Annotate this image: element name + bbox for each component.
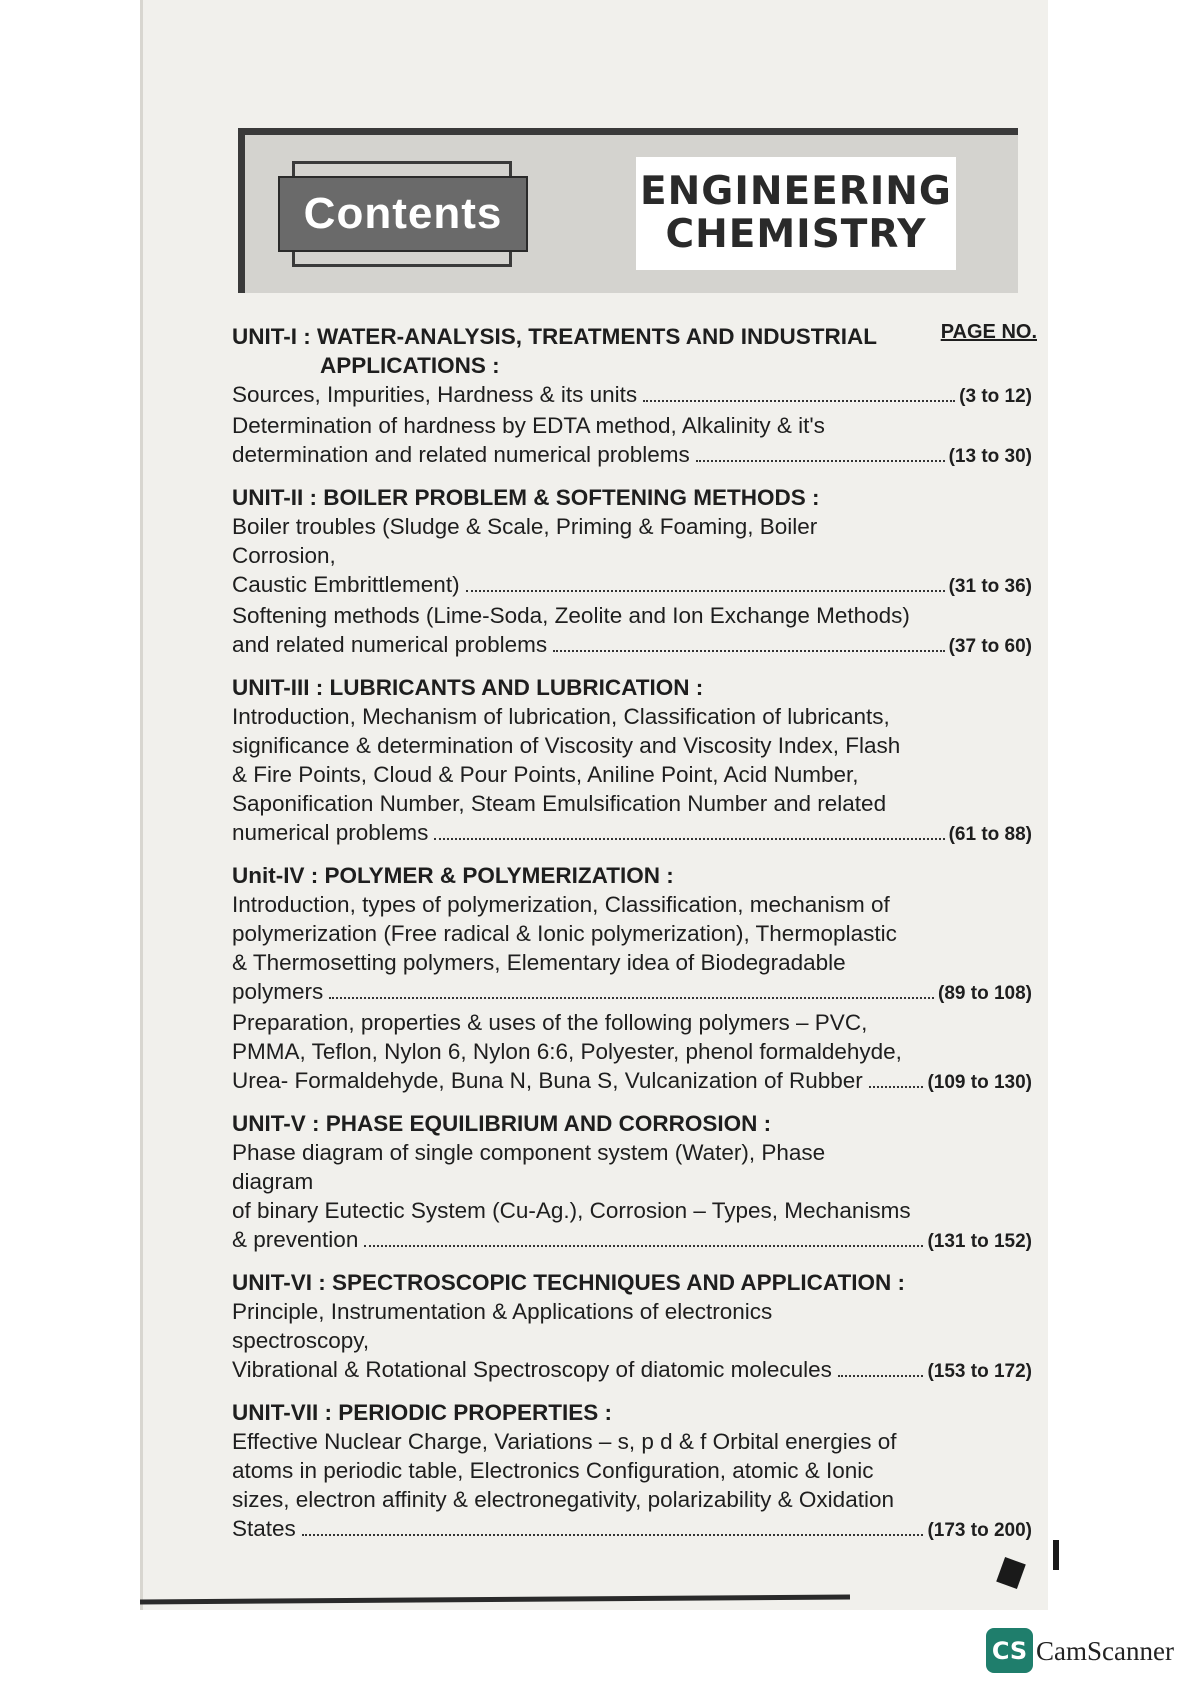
page-no-heading: PAGE NO. xyxy=(940,321,1037,343)
entry-line: polymerization (Free radical & Ionic polymerization), Thermoplastic xyxy=(232,921,897,946)
page-range: (109 to 130) xyxy=(927,1072,1032,1093)
page-range: (31 to 36) xyxy=(948,576,1032,597)
entry-line: Principle, Instrumentation & Applications of electronics spectroscopy, xyxy=(232,1299,773,1353)
book-title-line2: CHEMISTRY xyxy=(665,211,927,257)
unit-title-text: UNIT-V : PHASE EQUILIBRIUM AND CORROSION : xyxy=(232,1111,772,1136)
entry-line: of binary Eutectic System (Cu-Ag.), Corrosion – Types, Mechanisms xyxy=(232,1198,911,1223)
dot-leader xyxy=(466,590,945,592)
entry-line: sizes, electron affinity & electronegativity, polarizability & Oxidation xyxy=(232,1487,894,1512)
camscanner-logo-icon: CS xyxy=(986,1628,1033,1673)
entry-line: Saponification Number, Steam Emulsification Number and related xyxy=(232,791,887,816)
entry-line: Effective Nuclear Charge, Variations – s, p d & f Orbital energies of xyxy=(232,1429,897,1454)
entry-line: Determination of hardness by EDTA method, Alkalinity & it's xyxy=(232,413,825,438)
toc-entry xyxy=(232,1138,1032,1256)
page-range: (3 to 12) xyxy=(959,386,1032,407)
section-gap xyxy=(232,1097,1032,1105)
unit-title-text: Unit-IV : POLYMER & POLYMERIZATION : xyxy=(232,863,674,888)
unit-title xyxy=(232,1398,1032,1427)
book-title xyxy=(636,157,956,270)
entry-last-line xyxy=(232,380,1032,411)
entry-line: Preparation, properties & uses of the following polymers – PVC, xyxy=(232,1010,868,1035)
entry-last-line xyxy=(232,570,1032,601)
entry-line: PMMA, Teflon, Nylon 6, Nylon 6:6, Polyester, phenol formaldehyde, xyxy=(232,1039,902,1064)
entry-line: & prevention xyxy=(232,1227,359,1252)
camscanner-name: CamScanner xyxy=(1036,1636,1174,1666)
toc-entry xyxy=(232,512,1032,601)
section-gap xyxy=(232,1386,1032,1394)
unit-title-text: UNIT-VII : PERIODIC PROPERTIES : xyxy=(232,1400,613,1425)
entry-last-line xyxy=(232,1066,1032,1097)
dot-leader xyxy=(553,650,944,652)
toc-entry xyxy=(232,601,1032,661)
entry-line: States xyxy=(232,1516,296,1541)
entry-line: Boiler troubles (Sludge & Scale, Priming & Foaming, Boiler Corrosion, xyxy=(232,514,818,568)
section-gap xyxy=(232,1256,1032,1264)
toc-entry xyxy=(232,702,1032,849)
entry-line: and related numerical problems xyxy=(232,632,548,657)
unit-title xyxy=(232,861,1032,890)
page-range: (173 to 200) xyxy=(927,1520,1032,1541)
dot-leader xyxy=(364,1245,923,1247)
entry-line: significance & determination of Viscosity and Viscosity Index, Flash xyxy=(232,733,901,758)
section-gap xyxy=(232,661,1032,669)
toc-entry xyxy=(232,890,1032,1008)
toc-entry xyxy=(232,380,1032,411)
unit-title-continuation: APPLICATIONS : xyxy=(320,353,500,378)
unit-title xyxy=(232,1109,1032,1138)
entry-line: & Thermosetting polymers, Elementary idea of Biodegradable xyxy=(232,950,846,975)
entry-line: Urea- Formaldehyde, Buna N, Buna S, Vulcanization of Rubber xyxy=(232,1068,863,1093)
unit-title-text: UNIT-VI : SPECTROSCOPIC TECHNIQUES AND APPLICATION : xyxy=(232,1270,905,1295)
entry-last-line xyxy=(232,1225,1032,1256)
entry-line: Caustic Embrittlement) xyxy=(232,572,460,597)
unit-title xyxy=(232,1268,1032,1297)
dot-leader xyxy=(643,400,955,402)
unit-title xyxy=(232,673,1032,702)
dot-leader xyxy=(302,1534,924,1536)
unit-title-text: UNIT-III : LUBRICANTS AND LUBRICATION : xyxy=(232,675,704,700)
entry-last-line xyxy=(232,440,1032,471)
unit-title-text: UNIT-II : BOILER PROBLEM & SOFTENING METHODS : xyxy=(232,485,820,510)
scan-mark xyxy=(1053,1540,1059,1570)
toc-entry xyxy=(232,1297,1032,1386)
table-of-contents xyxy=(232,318,1037,1553)
entry-line: Softening methods (Lime-Soda, Zeolite and Ion Exchange Methods) xyxy=(232,603,910,628)
entry-last-line xyxy=(232,977,1032,1008)
entry-line: & Fire Points, Cloud & Pour Points, Aniline Point, Acid Number, xyxy=(232,762,859,787)
entry-line: Phase diagram of single component system (Water), Phase diagram xyxy=(232,1140,826,1194)
entry-last-line xyxy=(232,1514,1032,1545)
book-title-line1: ENGINEERING xyxy=(640,168,952,214)
page-range: (13 to 30) xyxy=(948,446,1032,467)
contents-heading: Contents xyxy=(278,176,528,252)
dot-leader xyxy=(869,1086,924,1088)
unit-title xyxy=(232,322,1032,380)
page-range: (61 to 88) xyxy=(948,824,1032,845)
page-range: (37 to 60) xyxy=(948,636,1032,657)
dot-leader xyxy=(434,838,944,840)
entry-last-line xyxy=(232,1355,1032,1386)
page-range: (131 to 152) xyxy=(927,1231,1032,1252)
entry-line: determination and related numerical problems xyxy=(232,442,690,467)
dot-leader xyxy=(838,1375,924,1377)
toc-entry xyxy=(232,1427,1032,1545)
section-gap xyxy=(232,471,1032,479)
entry-line: Introduction, types of polymerization, Classification, mechanism of xyxy=(232,892,890,917)
section-gap xyxy=(232,849,1032,857)
dot-leader xyxy=(329,997,934,999)
toc-entry xyxy=(232,411,1032,471)
entry-line: polymers xyxy=(232,979,324,1004)
page-range: (89 to 108) xyxy=(938,983,1032,1004)
page-range: (153 to 172) xyxy=(927,1361,1032,1382)
dot-leader xyxy=(696,460,945,462)
entry-line: Introduction, Mechanism of lubrication, Classification of lubricants, xyxy=(232,704,890,729)
entry-line: numerical problems xyxy=(232,820,429,845)
entry-line: Vibrational & Rotational Spectroscopy of diatomic molecules xyxy=(232,1357,832,1382)
entry-line: Sources, Impurities, Hardness & its units xyxy=(232,382,638,407)
unit-title xyxy=(232,483,1032,512)
entry-last-line xyxy=(232,630,1032,661)
entry-line: atoms in periodic table, Electronics Configuration, atomic & Ionic xyxy=(232,1458,874,1483)
section-gap xyxy=(232,1545,1032,1553)
entry-last-line xyxy=(232,818,1032,849)
toc-entry xyxy=(232,1008,1032,1097)
unit-title-text: UNIT-I : WATER-ANALYSIS, TREATMENTS AND INDUSTRIAL xyxy=(232,324,877,349)
